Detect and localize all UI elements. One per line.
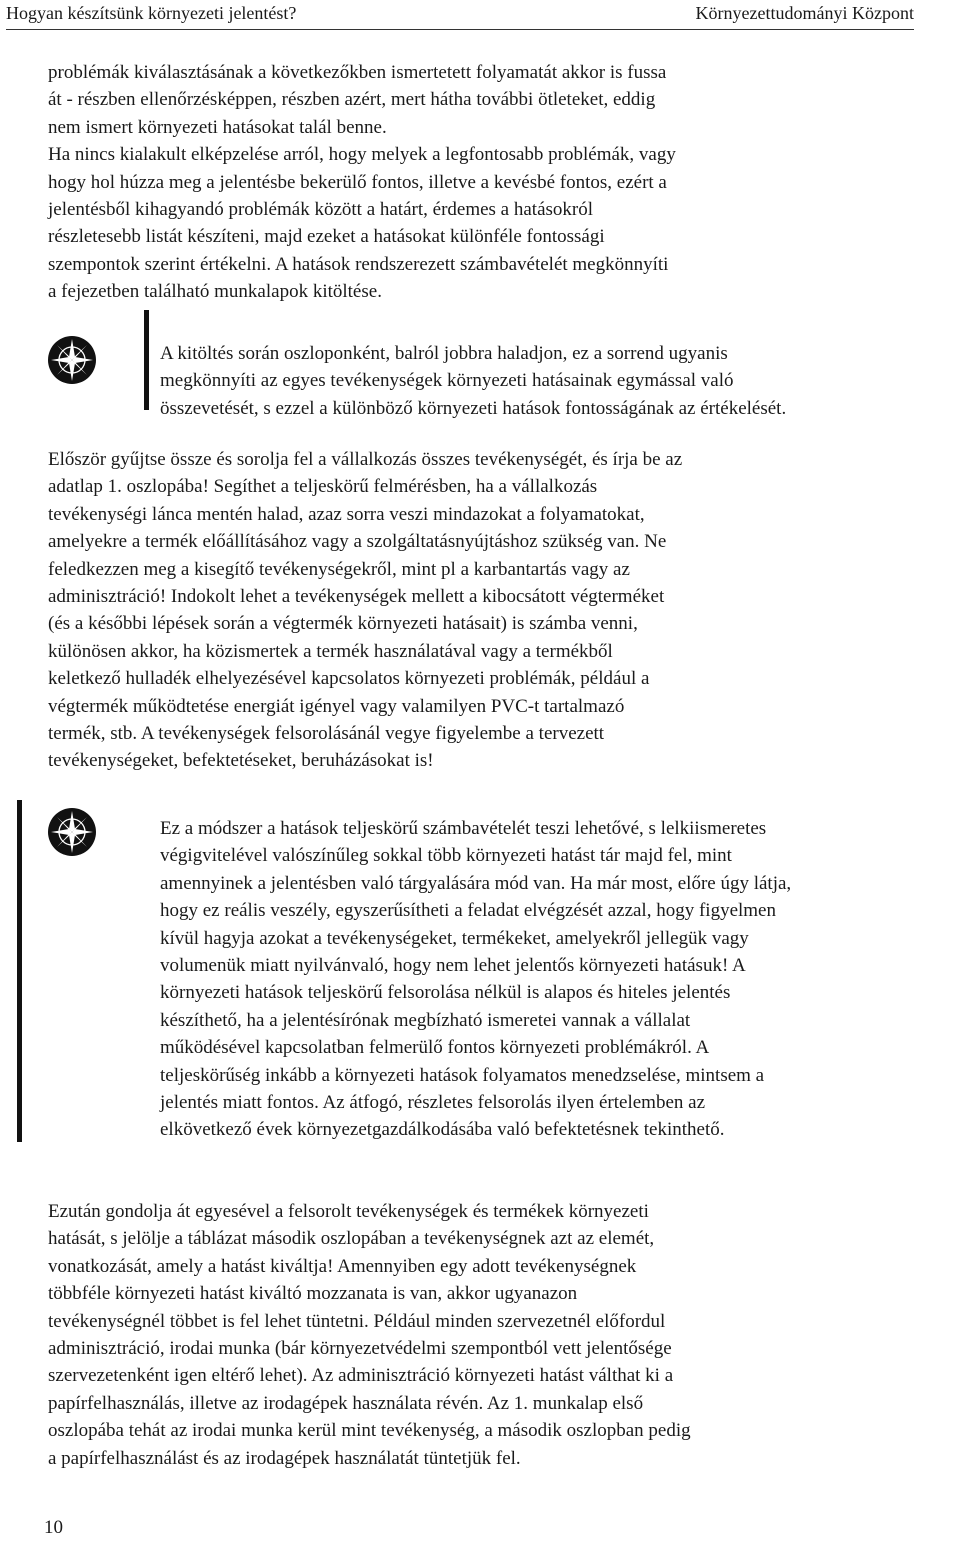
text-line: Ezután gondolja át egyesével a felsorolt tevékenységek és termékek környezeti: [48, 1201, 649, 1222]
text-line: jelentésből kihagyandó problémák között a határt, érdemes a hatásokról: [48, 199, 594, 221]
text-line: feledkezzen meg a kisegítő tevékenységekről, mint pl a karbantartás vagy az: [48, 558, 630, 580]
header-organization: Környezettudományi Központ: [695, 3, 914, 23]
text-line: környezeti hatások teljeskörű felsorolása nélkül is alapos és hiteles jelentés: [160, 982, 731, 1004]
tip-text-completeness: [160, 815, 791, 1144]
text-line: a fejezetben található munkalapok kitöltése.: [48, 281, 382, 303]
text-line: problémák kiválasztásának a következőkben ismertetett folyamatát akkor is fussa: [48, 62, 667, 83]
text-line: hogy ez reális veszély, egyszerűsítheti a feladat elvégzését azzal, hogy figyelmen: [160, 900, 776, 922]
text-line: szempontok szerint értékelni. A hatások rendszerezett számbavételét megkönnyíti: [48, 253, 669, 275]
text-line: kívül hagyja azokat a tevékenységeket, termékeket, amelyekről jellegük vagy: [160, 927, 749, 949]
text-line: elkövetkező évek környezetgazdálkodásába való befektetésnek tekinthető.: [160, 1119, 725, 1141]
text-line: végtermék működtetése energiát igényel vagy valamilyen PVC-t tartalmazó: [48, 695, 625, 717]
text-line: teljeskörűség inkább a környezeti hatások folyamatos menedzselése, mintsem a: [160, 1064, 765, 1086]
tip-box-bar: [17, 800, 22, 1142]
text-line: tevékenységnél többet is fel lehet tüntetni. Például minden szervezetnél előfordul: [48, 1310, 666, 1332]
text-line: Először gyűjtse össze és sorolja fel a vállalkozás összes tevékenységét, és írja be az: [48, 449, 683, 470]
text-line: hatását, s jelölje a táblázat második oszlopában a tevékenységnek azt az elemét,: [48, 1228, 655, 1250]
text-line: papírfelhasználás, illetve az irodagépek használata révén. Az 1. munkalap első: [48, 1392, 644, 1414]
text-line: oszlopába tehát az irodai munka kerül mint tevékenység, a második oszlopban pedig: [48, 1420, 691, 1442]
text-line: adminisztráció! Indokolt lehet a tevékenységek mellett a kibocsátott végterméket: [48, 586, 665, 608]
text-line: végigvitelével valószínűleg sokkal több környezeti hatást tár majd fel, mint: [160, 845, 732, 867]
text-line: összevetését, s ezzel a különböző környezeti hatások fontosságának az értékelését.: [160, 397, 787, 419]
text-line: Ha nincs kialakult elképzelése arról, hogy melyek a legfontosabb problémák, vagy: [48, 144, 676, 166]
text-line: termék, stb. A tevékenységek felsorolásánál vegye figyelembe a tervezett: [48, 723, 605, 745]
text-line: jelentés miatt fontos. Az átfogó, részletes felsorolás ilyen értelemben az: [160, 1092, 705, 1114]
header-rule: [6, 29, 914, 30]
text-line: tevékenységi lánca mentén halad, azaz sorra veszi mindazokat a folyamatokat,: [48, 503, 645, 525]
text-line: Ez a módszer a hatások teljeskörű számbavételét teszi lehetővé, s lelkiismeretes: [160, 818, 767, 839]
text-line: hogy hol húzza meg a jelentésbe bekerülő fontos, illetve a kevésbé fontos, ezért a: [48, 171, 667, 193]
text-line: szervezetenként igen eltérő lehet). Az adminisztráció környezeti hatást válthat ki a: [48, 1365, 674, 1387]
text-line: adminisztráció, irodai munka (bár környezetvédelmi szempontból vett jelentősége: [48, 1338, 672, 1360]
paragraph-collect-activities: [48, 446, 682, 775]
text-line: volumenük miatt nyilvánvaló, hogy nem lehet jelentős környezeti hatásuk! A: [160, 955, 746, 977]
paragraph-impact-elements: [48, 1198, 691, 1472]
page-number: 10: [44, 1517, 63, 1538]
text-line: vonatkozását, amely a hatást kiváltja! Amennyiben egy adott tevékenységnek: [48, 1255, 637, 1277]
compass-rose-icon: [47, 335, 97, 385]
text-line: működésével kapcsolatban felmerülő fontos környezeti problémákról. A: [160, 1037, 710, 1059]
text-line: tevékenységeket, befektetéseket, beruházásokat is!: [48, 750, 434, 772]
tip-box-bar: [144, 310, 149, 410]
header-document-title: Hogyan készítsünk környezeti jelentést?: [6, 3, 297, 23]
text-line: keletkező hulladék elhelyezésével kapcsolatos környezeti problémák, például a: [48, 668, 650, 690]
compass-rose-icon: [47, 807, 97, 857]
text-line: A kitöltés során oszloponként, balról jobbra haladjon, ez a sorrend ugyanis: [160, 343, 728, 364]
text-line: nem ismert környezeti hatásokat talál benne.: [48, 116, 387, 138]
text-line: többféle környezeti hatást kiváltó mozzanata is van, akkor ugyanazon: [48, 1283, 578, 1305]
paragraph-intro: [48, 59, 676, 306]
text-line: amennyinek a jelentésben való tárgyalására mód van. Ha már most, előre úgy látja,: [160, 872, 792, 894]
text-line: készíthető, ha a jelentésírónak megbízható ismeretei vannak a vállalat: [160, 1009, 691, 1031]
text-line: különösen akkor, ha közismertek a termék használatával vagy a termékből: [48, 640, 613, 662]
text-line: megkönnyíti az egyes tevékenységek környezeti hatásainak egymással való: [160, 370, 734, 392]
text-line: a papírfelhasználást és az irodagépek használatát tüntetjük fel.: [48, 1447, 521, 1469]
running-header: [0, 0, 960, 32]
tip-text-fill-order: [160, 340, 786, 422]
text-line: amelyekre a termék előállításához vagy a szolgáltatásnyújtáshoz szükség van. Ne: [48, 531, 667, 553]
text-line: át - részben ellenőrzésképpen, részben azért, mert hátha további ötleteket, eddig: [48, 89, 656, 111]
text-line: (és a későbbi lépések során a végtermék környezeti hatásait) is számba venni,: [48, 613, 638, 635]
text-line: adatlap 1. oszlopába! Segíthet a teljeskörű felmérésben, ha a vállalkozás: [48, 476, 598, 498]
text-line: részletesebb listát készíteni, majd ezeket a hatásokat különféle fontossági: [48, 226, 605, 248]
